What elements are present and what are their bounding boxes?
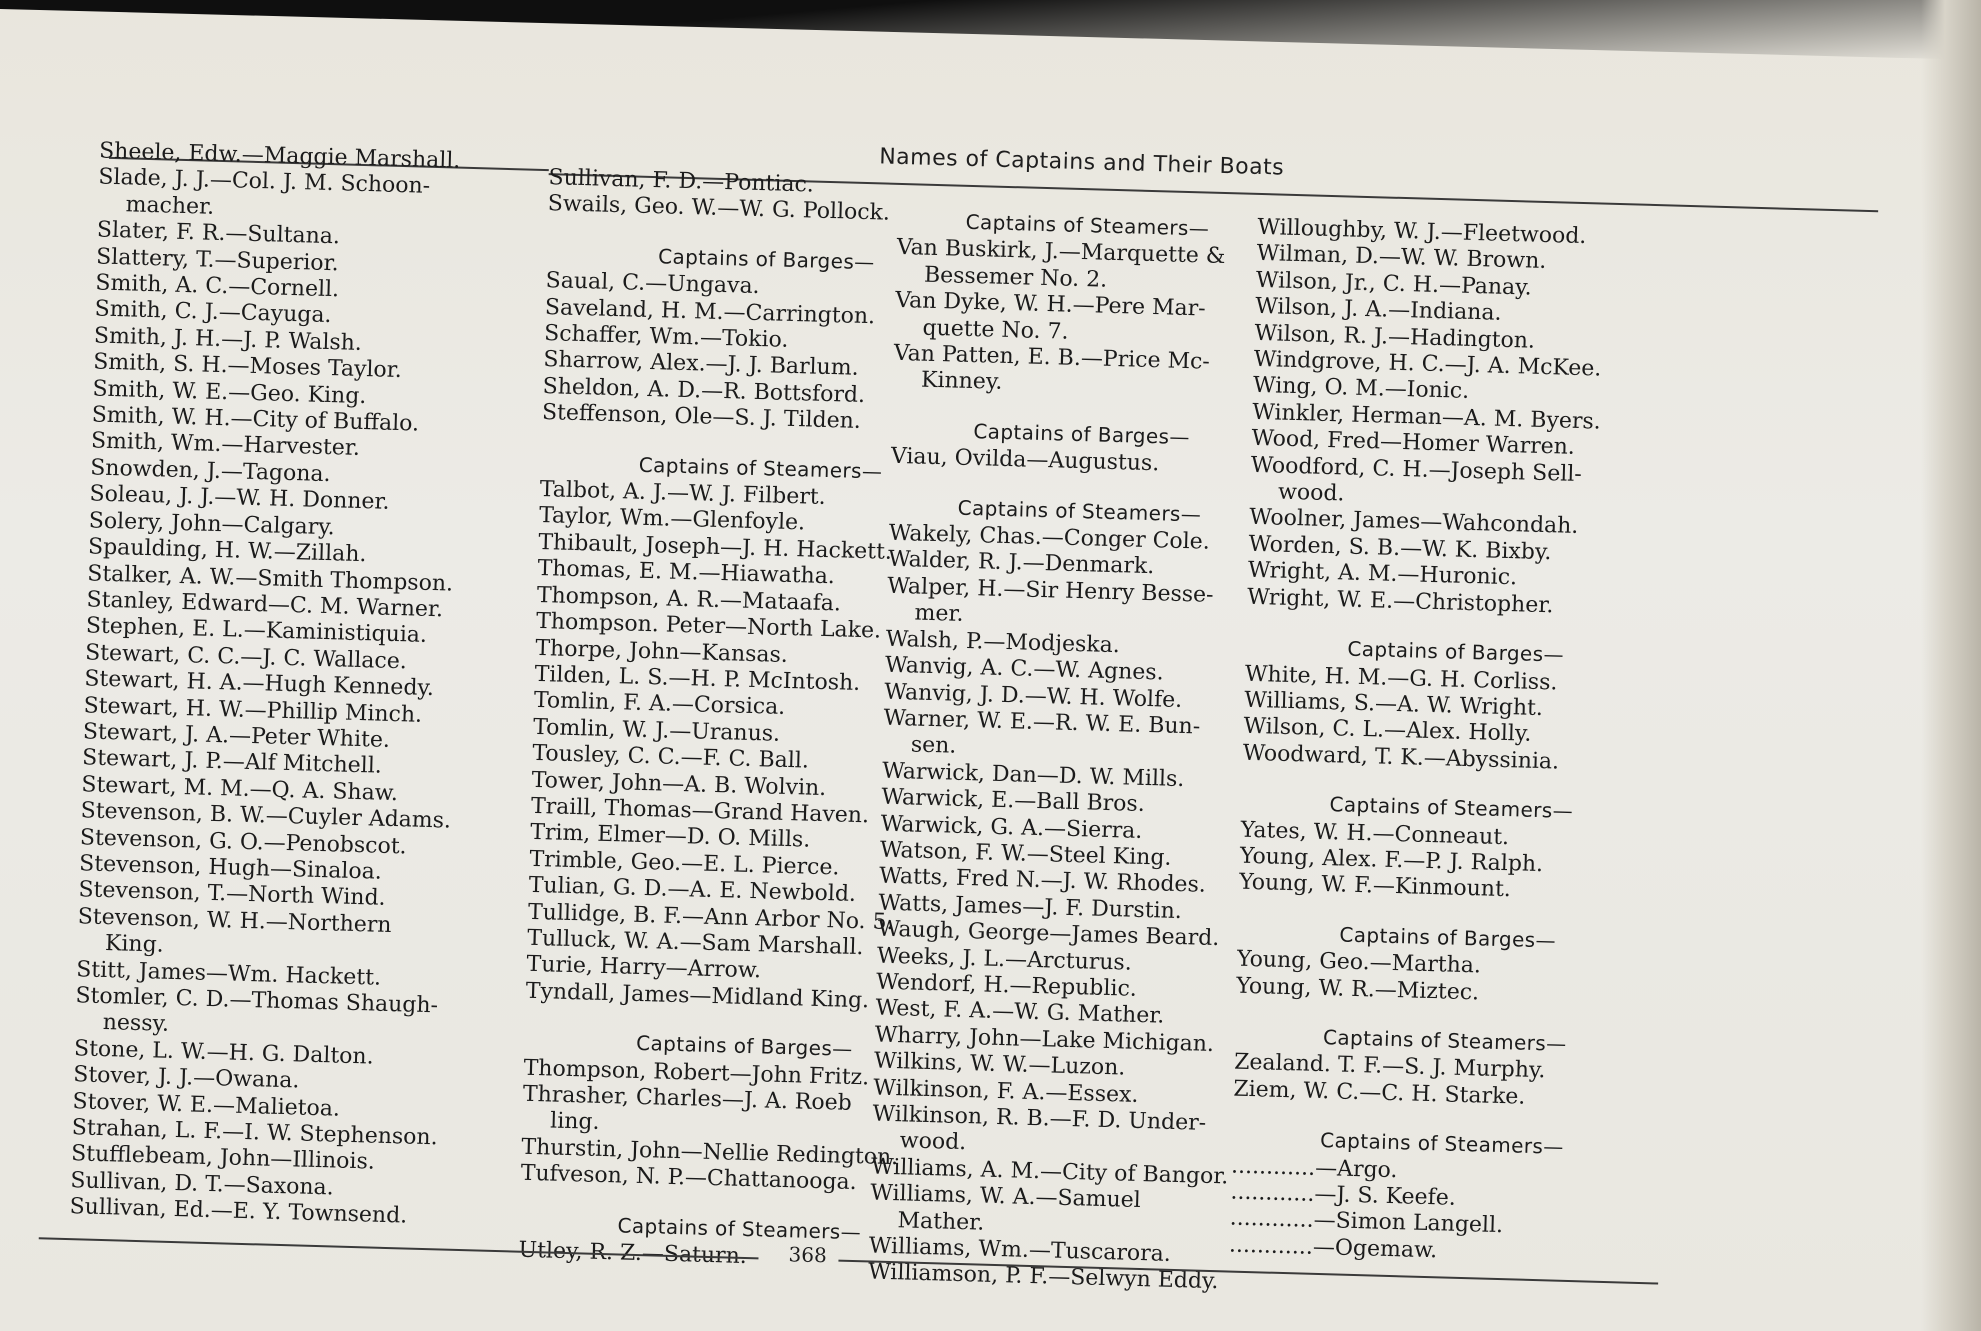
entry-line: Stanley, Edward—C. M. Warner. xyxy=(86,587,444,623)
entry-line: Sullivan, Ed.—E. Y. Townsend. xyxy=(69,1194,408,1229)
entry-line: Wharry, John—Lake Michigan. xyxy=(874,1022,1215,1057)
entry-line: Tower, John—A. B. Wolvin. xyxy=(531,767,827,801)
entry-line: Waugh, George—James Beard. xyxy=(877,916,1220,952)
entry-line: Smith, S. H.—Moses Taylor. xyxy=(92,349,403,384)
entry-line: Zealand. T. F.—S. J. Murphy. xyxy=(1233,1049,1546,1084)
entry-line: Weeks, J. L.—Arcturus. xyxy=(876,943,1133,976)
entry-line: Wilson, J. A.—Indiana. xyxy=(1254,294,1502,326)
entry-line: Wing, O. M.—Ionic. xyxy=(1252,373,1470,405)
entry-line: Thomas, E. M.—Hiawatha. xyxy=(537,556,836,590)
section-heading: Captains of Steamers— xyxy=(617,1213,862,1244)
entry-line: Woodford, C. H.—Joseph Sell- xyxy=(1250,452,1583,487)
entry-line: Tomlin, F. A.—Corsica. xyxy=(533,688,786,721)
entry-line: ............—J. S. Keefe. xyxy=(1230,1179,1457,1211)
entry-line: Trimble, Geo.—E. L. Pierce. xyxy=(529,846,840,881)
entry-line: Watts, Fred N.—J. W. Rhodes. xyxy=(878,863,1207,899)
entry-line: Schaffer, Wm.—Tokio. xyxy=(543,321,789,353)
page-content xyxy=(47,120,1900,1331)
entry-line: Slater, F. R.—Sultana. xyxy=(96,217,341,250)
entry-line: Van Buskirk, J.—Marquette & xyxy=(896,235,1226,270)
entry-line: Steffenson, Ole—S. J. Tilden. xyxy=(541,400,862,435)
entry-line: Wright, W. E.—Christopher. xyxy=(1246,584,1554,619)
column-1 xyxy=(69,139,539,1234)
entry-line: Slattery, T.—Superior. xyxy=(95,244,340,276)
entry-line: Stephen, E. L.—Kaministiquia. xyxy=(85,613,428,649)
section-heading: Captains of Steamers— xyxy=(1322,1025,1567,1056)
entry-line: Stomler, C. D.—Thomas Shaugh- xyxy=(75,983,439,1019)
entry-line: Van Dyke, W. H.—Pere Mar- xyxy=(894,288,1206,322)
entry-continuation: sen. xyxy=(910,732,957,760)
entry-continuation: quette No. 7. xyxy=(922,315,1069,345)
entry-line: Smith, W. H.—City of Buffalo. xyxy=(91,402,420,437)
entry-line: Stewart, H. W.—Phillip Minch. xyxy=(83,692,423,728)
column-4 xyxy=(1229,215,1678,1271)
entry-line: Williams, A. M.—City of Bangor. xyxy=(870,1154,1229,1190)
entry-line: Stevenson, G. O.—Penobscot. xyxy=(79,824,407,859)
entry-continuation: macher. xyxy=(125,192,215,220)
entry-line: Smith, W. E.—Geo. King. xyxy=(92,376,367,409)
entry-line: Young, Geo.—Martha. xyxy=(1236,946,1482,979)
entry-line: Wilman, D.—W. W. Brown. xyxy=(1256,241,1547,275)
entry-continuation: ling. xyxy=(549,1108,600,1136)
entry-line: Slade, J. J.—Col. J. M. Schoon- xyxy=(98,164,431,200)
entry-line: Thompson, A. R.—Mataafa. xyxy=(536,582,842,617)
entry-line: Stitt, James—Wm. Hackett. xyxy=(75,956,382,991)
section-heading: Captains of Steamers— xyxy=(1329,792,1574,824)
section-heading: Captains of Steamers— xyxy=(638,452,883,484)
entry-line: Warwick, E.—Ball Bros. xyxy=(881,784,1146,818)
entry-line: Windgrove, H. C.—J. A. McKee. xyxy=(1253,346,1602,382)
entry-line: Soleau, J. J.—W. H. Donner. xyxy=(89,481,390,516)
entry-line: Talbot, A. J.—W. J. Filbert. xyxy=(539,477,827,511)
entry-line: Warner, W. E.—R. W. E. Bun- xyxy=(883,705,1201,740)
entry-line: Stewart, J. P.—Alf Mitchell. xyxy=(81,745,383,780)
entry-line: Solery, John—Calgary. xyxy=(88,508,336,540)
entry-line: Thompson. Peter—North Lake. xyxy=(535,609,882,644)
entry-line: Stewart, H. A.—Hugh Kennedy. xyxy=(84,666,435,702)
entry-line: Saveland, H. M.—Carrington. xyxy=(544,294,876,329)
entry-line: Woolner, James—Wahcondah. xyxy=(1249,505,1579,540)
entry-line: Williams, S.—A. W. Wright. xyxy=(1243,687,1544,721)
entry-continuation: mer. xyxy=(914,600,964,628)
section-heading: Captains of Barges— xyxy=(1347,636,1565,667)
entry-line: Stewart, C. C.—J. C. Wallace. xyxy=(84,640,408,675)
entry-line: Stevenson, Hugh—Sinaloa. xyxy=(78,851,383,885)
entry-line: Walsh, P.—Modjeska. xyxy=(885,626,1121,658)
entry-line: Walper, H.—Sir Henry Besse- xyxy=(886,573,1214,608)
entry-line: Williams, W. A.—Samuel xyxy=(869,1180,1142,1214)
entry-line: Smith, C. J.—Cayuga. xyxy=(94,296,332,329)
entry-line: Saual, C.—Ungava. xyxy=(545,268,760,300)
entry-line: Taylor, Wm.—Glenfoyle. xyxy=(538,503,806,536)
entry-line: Trim, Elmer—D. O. Mills. xyxy=(529,820,811,854)
entry-line: Stufflebeam, John—Illinois. xyxy=(70,1141,376,1176)
entry-line: Williams, Wm.—Tuscarora. xyxy=(868,1233,1172,1267)
entry-line: Tilden, L. S.—H. P. McIntosh. xyxy=(534,661,861,696)
entry-line: Wilson, R. J.—Hadington. xyxy=(1254,320,1536,354)
entry-continuation: wood. xyxy=(899,1128,967,1156)
entry-continuation: King. xyxy=(104,931,165,958)
entry-line: Thibault, Joseph—J. H. Hackett. xyxy=(538,529,893,565)
entry-line: Tyndall, James—Midland King. xyxy=(525,978,870,1014)
entry-line: Wilson, C. L.—Alex. Holly. xyxy=(1243,714,1532,748)
column-3 xyxy=(868,195,1278,1297)
entry-line: Wanvig, A. C.—W. Agnes. xyxy=(884,652,1164,686)
entry-line: Stover, J. J.—Owana. xyxy=(72,1062,300,1094)
entry-line: West, F. A.—W. G. Mather. xyxy=(875,995,1165,1029)
entry-line: Spaulding, H. W.—Zillah. xyxy=(87,534,367,568)
entry-line: Smith, Wm.—Harvester. xyxy=(90,428,361,462)
entry-line: Snowden, J.—Tagona. xyxy=(89,455,331,488)
entry-line: Wilkinson, R. B.—F. D. Under- xyxy=(872,1101,1207,1136)
entry-line: ............—Ogemaw. xyxy=(1228,1232,1438,1264)
entry-line: Warwick, G. A.—Sierra. xyxy=(880,811,1143,844)
captain-entry xyxy=(893,341,1274,404)
page-number: 368 xyxy=(788,1242,828,1268)
entry-line: Smith, A. C.—Cornell. xyxy=(95,270,340,303)
entry-line: Wilkins, W. W.—Luzon. xyxy=(873,1048,1126,1081)
entry-line: Wood, Fred—Homer Warren. xyxy=(1251,426,1576,461)
entry-line: Utley, R. Z.—Saturn. xyxy=(518,1237,748,1270)
entry-continuation: wood. xyxy=(1277,479,1345,507)
entry-line: Ziem, W. C.—C. H. Starke. xyxy=(1233,1076,1526,1110)
entry-line: Wilson, Jr., C. H.—Panay. xyxy=(1255,267,1533,301)
entry-line: Woodward, T. K.—Abyssinia. xyxy=(1242,740,1560,775)
entry-line: Tousley, C. C.—F. C. Ball. xyxy=(532,741,810,774)
entry-line: Traill, Thomas—Grand Haven. xyxy=(530,793,870,829)
entry-line: Stone, L. W.—H. G. Dalton. xyxy=(73,1036,374,1070)
entry-line: Thompson, Robert—John Fritz. xyxy=(523,1055,870,1090)
entry-line: Sullivan, F. D.—Pontiac. xyxy=(548,165,815,198)
entry-line: Stalker, A. W.—Smith Thompson. xyxy=(86,560,454,597)
entry-line: Yates, W. H.—Conneaut. xyxy=(1240,817,1510,850)
entry-line: Willoughby, W. J.—Fleetwood. xyxy=(1257,214,1587,250)
entry-line: Tulluck, W. A.—Sam Marshall. xyxy=(526,925,864,961)
section-heading: Captains of Steamers— xyxy=(965,209,1210,241)
section-heading: Captains of Barges— xyxy=(657,244,875,275)
entry-line: Strahan, L. F.—I. W. Stephenson. xyxy=(71,1115,438,1151)
entry-line: Williamson, P. F.—Selwyn Eddy. xyxy=(867,1259,1219,1295)
entry-line: Worden, S. B.—W. K. Bixby. xyxy=(1248,531,1552,566)
entry-line: Tufveson, N. P.—Chattanooga. xyxy=(520,1160,858,1196)
entry-line: ............—Argo. xyxy=(1230,1153,1398,1183)
entry-continuation: Mather. xyxy=(897,1207,985,1236)
entry-line: Sheldon, A. D.—R. Bottsford. xyxy=(542,373,866,408)
entry-line: Wright, A. M.—Huronic. xyxy=(1247,558,1518,591)
entry-line: Viau, Ovilda—Augustus. xyxy=(890,444,1160,477)
entry-line: Tullidge, B. F.—Ann Arbor No. 5. xyxy=(527,899,894,935)
entry-continuation: Bessemer No. 2. xyxy=(923,262,1108,293)
section-heading: Captains of Steamers— xyxy=(957,495,1202,527)
entry-line: Stover, W. E.—Malietoa. xyxy=(72,1088,341,1122)
entry-line: Thorpe, John—Kansas. xyxy=(535,635,789,668)
entry-line: Stevenson, T.—North Wind. xyxy=(78,877,386,912)
entry-line: Stewart, J. A.—Peter White. xyxy=(82,719,391,753)
scan-top-shadow xyxy=(0,0,1981,60)
page-gutter-edge xyxy=(1921,0,1981,1331)
entry-line: Swails, Geo. W.—W. G. Pollock. xyxy=(547,191,891,227)
entry-line: Wilkinson, F. A.—Essex. xyxy=(872,1075,1139,1108)
entry-line: Winkler, Herman—A. M. Byers. xyxy=(1251,399,1602,435)
section-heading: Captains of Barges— xyxy=(1339,922,1557,953)
entry-line: Watts, James—J. F. Durstin. xyxy=(878,890,1183,924)
entry-continuation: nessy. xyxy=(102,1010,170,1038)
entry-line: Young, W. R.—Miztec. xyxy=(1235,973,1480,1005)
entry-line: Young, W. F.—Kinmount. xyxy=(1238,870,1512,903)
entry-line: Stevenson, W. H.—Northern xyxy=(77,904,392,938)
entry-line: Thrasher, Charles—J. A. Roeb xyxy=(522,1081,853,1116)
section-heading: Captains of Steamers— xyxy=(1319,1128,1565,1160)
entry-line: Walder, R. J.—Denmark. xyxy=(887,547,1155,580)
entry-line: Turie, Harry—Arrow. xyxy=(526,952,762,984)
entry-line: Thurstin, John—Nellie Redington. xyxy=(521,1134,899,1171)
entry-line: Van Patten, E. B.—Price Mc- xyxy=(893,340,1211,375)
entry-line: Wakely, Chas.—Conger Cole. xyxy=(888,520,1211,555)
entry-line: Tulian, G. D.—A. E. Newbold. xyxy=(528,872,857,908)
entry-line: Stewart, M. M.—Q. A. Shaw. xyxy=(81,772,399,806)
entry-line: Sheele, Edw.—Maggie Marshall. xyxy=(98,138,461,174)
entry-line: Warwick, Dan—D. W. Mills. xyxy=(881,758,1185,792)
entry-line: Wendorf, H.—Republic. xyxy=(875,969,1138,1002)
entry-line: Tomlin, W. J.—Uranus. xyxy=(532,714,781,747)
entry-line: Wanvig, J. D.—W. H. Wolfe. xyxy=(884,679,1183,713)
section-heading: Captains of Barges— xyxy=(635,1031,853,1062)
entry-line: Smith, J. H.—J. P. Walsh. xyxy=(93,323,363,356)
entry-line: Sullivan, D. T.—Saxona. xyxy=(70,1167,335,1201)
entry-line: Watson, F. W.—Steel King. xyxy=(879,837,1172,871)
entry-line: Stevenson, B. W.—Cuyler Adams. xyxy=(80,798,452,834)
entry-line: ............—Simon Langell. xyxy=(1229,1205,1504,1239)
entry-line: White, H. M.—G. H. Corliss. xyxy=(1244,661,1558,695)
entry-line: Sharrow, Alex.—J. J. Barlum. xyxy=(543,347,859,382)
entry-continuation: Kinney. xyxy=(920,368,1003,396)
entry-line: Young, Alex. F.—P. J. Ralph. xyxy=(1239,843,1544,878)
section-heading: Captains of Barges— xyxy=(973,418,1191,449)
running-head: Names of Captains and Their Boats xyxy=(878,144,1285,181)
